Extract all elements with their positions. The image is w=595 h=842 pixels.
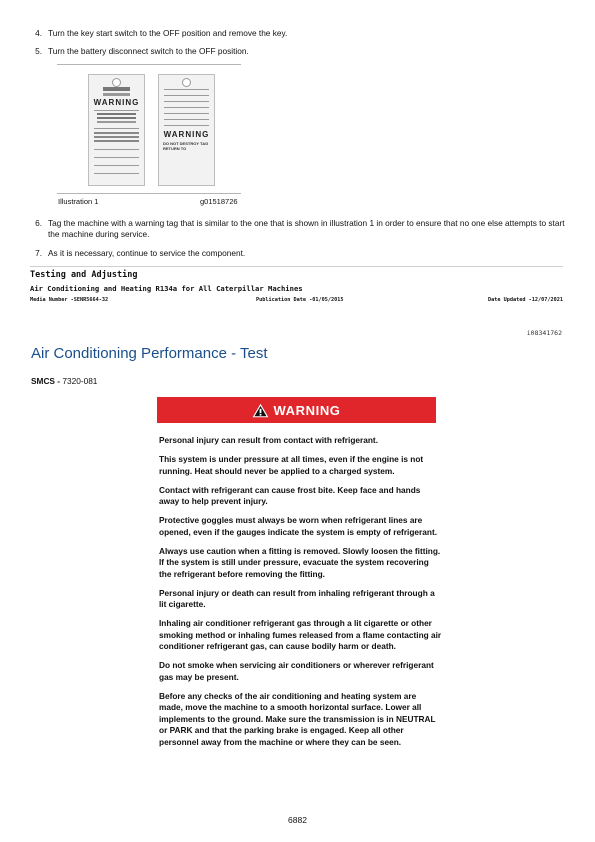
tag-hole (112, 78, 121, 87)
date-updated: Date Updated -12/07/2021 (488, 297, 563, 303)
media-number: Media Number -SENR5664-32 (30, 297, 109, 303)
step-number: 4. (35, 28, 42, 38)
illustration-top-rule (57, 64, 241, 65)
page-title: Air Conditioning Performance - Test (31, 345, 268, 362)
section-name: Testing and Adjusting (30, 270, 138, 280)
smcs-line (31, 376, 97, 386)
warning-body (159, 435, 442, 756)
warning-paragraph: This system is under pressure at all times, even if the engine is not running. Heat should never be applied to a charged system. (159, 454, 424, 476)
tag-front-heading: WARNING (93, 98, 140, 107)
tag-hole (182, 78, 191, 87)
step-text: Tag the machine with a warning tag that is similar to the one that is shown in illustration 1 in order to ensure that no one else attempts to start the machine during service. (48, 218, 565, 239)
illustration-bottom-rule (57, 193, 241, 194)
tag-back-subtext: DO NOT DESTROY TAG RETURN TO (163, 141, 209, 151)
warning-banner-inner (157, 397, 436, 423)
document-id: i08341762 (526, 329, 562, 337)
section-divider (30, 266, 563, 267)
step-text: Turn the battery disconnect switch to the OFF position. (48, 46, 249, 56)
step-5 (30, 46, 570, 57)
smcs-label: SMCS - (31, 376, 61, 386)
warning-paragraph: Inhaling air conditioner refrigerant gas through a lit cigarette or other smoking method or inhaling fumes released from a flame contacting air conditioner refrigerant gas, can cause bodily harm or death. (159, 618, 442, 651)
step-number: 7. (35, 248, 42, 258)
warning-paragraph: Contact with refrigerant can cause frost bite. Keep face and hands away to help prevent injury. (159, 484, 421, 506)
warning-paragraph: Do not smoke when servicing air conditioners or wherever refrigerant gas may be present. (159, 660, 434, 682)
step-text: As it is necessary, continue to service the component. (48, 248, 246, 258)
warning-tag-front (88, 74, 145, 186)
step-text: Turn the key start switch to the OFF position and remove the key. (48, 28, 288, 38)
publication-date: Publication Date -01/05/2015 (256, 297, 344, 303)
illustration-image (88, 74, 218, 186)
warning-banner-text: WARNING (273, 402, 341, 418)
illustration-code: g01518726 (200, 197, 238, 206)
warning-paragraph: Always use caution when a fitting is removed. Slowly loosen the fitting. If the system is still under pressure, evacuate the system recovering the refrigerant before removing the fitting. (159, 545, 441, 579)
warning-paragraph: Before any checks of the air conditioning and heating system are made, move the machine to a smooth horizontal surface. Lower all implements to the ground. Make sure the transmission is in NEUTRAL or PARK and that the parking brake is engaged. Keep all other personnel away from the machine or where they can be seen. (159, 690, 436, 747)
warning-paragraph: Protective goggles must always be worn when refrigerant lines are opened, even if the gauges indicate the system is empty of refrigerant. (159, 515, 438, 537)
smcs-value: 7320-081 (62, 376, 98, 386)
illustration-caption: Illustration 1 (58, 197, 99, 206)
warning-banner (157, 397, 436, 423)
page-number: 6882 (288, 815, 307, 825)
warning-tag-back (158, 74, 215, 186)
document-title: Air Conditioning and Heating R134a for All Caterpillar Machines (30, 284, 303, 293)
step-7 (30, 248, 570, 259)
warning-triangle-icon (252, 403, 269, 418)
warning-paragraph: Personal injury or death can result from inhaling refrigerant through a lit cigarette. (159, 587, 435, 609)
tag-back-heading: WARNING (163, 130, 210, 139)
step-6 (30, 218, 570, 240)
step-number: 5. (35, 46, 42, 56)
step-number: 6. (35, 218, 42, 228)
warning-paragraph: Personal injury can result from contact with refrigerant. (159, 435, 378, 445)
step-4 (30, 28, 570, 39)
